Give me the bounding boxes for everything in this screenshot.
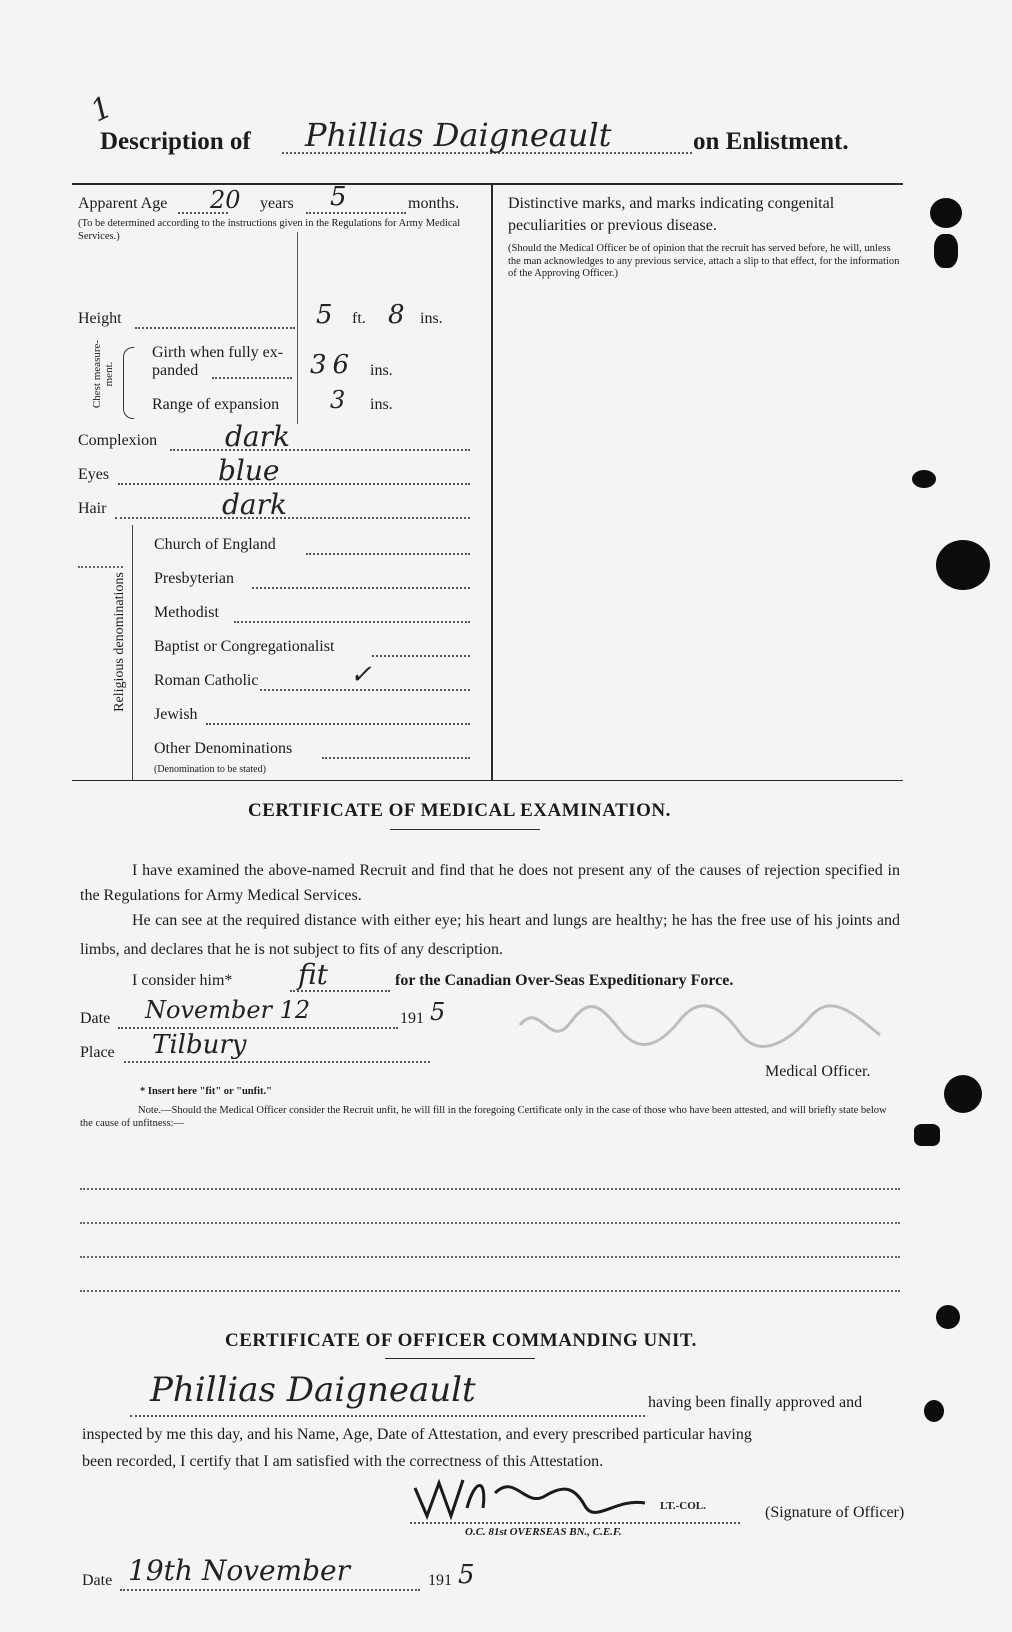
girth-value: 36: [310, 350, 356, 380]
commanding-text-1: having been finally approved and: [648, 1394, 863, 1411]
unfit-reason-line-1: [80, 1188, 900, 1190]
consider-prefix: I consider him*: [132, 972, 233, 989]
signature-rank: LT.-COL.: [660, 1500, 706, 1512]
commanding-officer-signature: [405, 1468, 655, 1528]
commanding-date-dots: [120, 1589, 420, 1591]
medical-date-label: Date: [80, 1010, 111, 1027]
distinctive-heading: Distinctive marks, and marks indicating congenital peculiarities or previous disease.: [508, 195, 835, 234]
months-label: months.: [408, 195, 460, 212]
ink-blot: [912, 470, 936, 488]
ink-blot: [914, 1124, 940, 1146]
table-top-border: [72, 183, 903, 185]
ins-label-girth: ins.: [370, 362, 393, 379]
corner-mark: 1: [85, 89, 118, 130]
ink-blot: [924, 1400, 944, 1422]
ink-blot: [944, 1075, 982, 1113]
religion-other: Other Denominations: [154, 740, 293, 757]
distinctive-note: (Should the Medical Officer be of opinion that the recruit has served before, he will, unless the man acknowledges to any previous service, attach a slip to that effect, for the information of the Approving Officer.): [508, 243, 900, 279]
medical-place-value: Tilbury: [152, 1030, 247, 1060]
medical-year-digit: 5: [430, 998, 446, 1026]
religion-dots-5: [206, 723, 470, 725]
girth-dots: [212, 377, 292, 379]
complexion-value: dark: [225, 420, 290, 453]
girth-label-line2: panded: [152, 362, 199, 379]
consider-dots: [290, 990, 390, 992]
ink-blot: [934, 234, 958, 268]
fit-unfit-note: * Insert here "fit" or "unfit.": [140, 1086, 272, 1097]
medical-place-label: Place: [80, 1044, 115, 1061]
religion-dots-1: [252, 587, 470, 589]
unfit-reason-line-2: [80, 1222, 900, 1224]
ink-blot: [936, 540, 990, 590]
commanding-text-3: been recorded, I certify that I am satisfied with the correctness of this Attestation.: [82, 1453, 604, 1470]
years-label: years: [260, 195, 294, 212]
girth-label-line1: Girth when fully ex-: [152, 344, 284, 361]
religion-presbyterian: Presbyterian: [154, 570, 234, 587]
religion-dots-2: [234, 621, 470, 623]
consider-value-fit: fit: [298, 958, 328, 991]
ins-label-range: ins.: [370, 396, 393, 413]
religion-jewish: Jewish: [154, 706, 198, 723]
hair-dots: [115, 517, 470, 519]
commanding-heading-underline: [385, 1358, 535, 1359]
age-years-value: 20: [210, 186, 241, 214]
medical-officer-label: Medical Officer.: [765, 1063, 871, 1080]
signature-dots: [410, 1522, 740, 1524]
medical-paragraph-1: I have examined the above-named Recruit and find that he does not present any of the causes of rejection specified in the Regulations for Army Medical Services.: [80, 862, 900, 904]
religion-side-label: Religious denominations: [112, 572, 127, 712]
commanding-year-prefix: 191: [428, 1572, 452, 1589]
unfit-reason-line-3: [80, 1256, 900, 1258]
ink-blot: [930, 198, 962, 228]
ink-blot: [936, 1305, 960, 1329]
ins-label-height: ins.: [420, 310, 443, 327]
commanding-name-dots: [130, 1415, 645, 1417]
medical-place-dots: [124, 1061, 430, 1063]
height-dots: [135, 327, 295, 329]
religion-check-mark: ✓: [350, 660, 372, 690]
age-months-value: 5: [330, 182, 347, 212]
medical-paragraph-2: He can see at the required distance with either eye; his heart and lungs are healthy; he has the free use of his joints and limbs, and declares that he is not subject to fits of any description.: [80, 912, 900, 958]
commanding-heading: CERTIFICATE OF OFFICER COMMANDING UNIT.: [225, 1330, 697, 1351]
title-prefix: Description of: [100, 128, 251, 155]
commanding-date-value: 19th November: [128, 1554, 350, 1587]
complexion-label: Complexion: [78, 432, 158, 449]
title-suffix: on Enlistment.: [693, 128, 849, 155]
hair-label: Hair: [78, 500, 107, 517]
commanding-year-digit: 5: [458, 1560, 475, 1590]
height-ins-value: 8: [388, 300, 405, 330]
medical-heading-underline: [390, 829, 540, 830]
religion-other-note: (Denomination to be stated): [154, 764, 266, 775]
eyes-value: blue: [218, 454, 280, 487]
religion-bracket-line: [132, 525, 133, 780]
religion-methodist: Methodist: [154, 604, 219, 621]
religion-roman-catholic: Roman Catholic: [154, 672, 259, 689]
consider-suffix: for the Canadian Over-Seas Expeditionary Force.: [395, 972, 734, 989]
range-value: 3: [330, 386, 346, 414]
religion-baptist: Baptist or Congregationalist: [154, 638, 335, 655]
signature-label: (Signature of Officer): [765, 1504, 905, 1521]
ft-label: ft.: [352, 310, 366, 327]
table-bottom-border: [72, 780, 903, 781]
unfit-reason-line-4: [80, 1290, 900, 1292]
medical-officer-signature: [510, 995, 890, 1060]
religion-dots-3: [372, 655, 470, 657]
table-center-divider: [491, 184, 493, 780]
battalion-stamp: O.C. 81st OVERSEAS BN., C.E.F.: [465, 1526, 622, 1538]
commanding-text-2: inspected by me this day, and his Name, Age, Date of Attestation, and every prescribed particular having: [82, 1426, 752, 1443]
medical-date-dots: [118, 1027, 398, 1029]
age-note: (To be determined according to the instructions given in the Regulations for Army Medical Services.): [78, 218, 461, 242]
height-label: Height: [78, 310, 122, 327]
medical-heading: CERTIFICATE OF MEDICAL EXAMINATION.: [248, 800, 671, 821]
hair-value: dark: [222, 488, 287, 521]
eyes-dots: [118, 483, 470, 485]
complexion-dots: [170, 449, 470, 451]
medical-year-prefix: 191: [400, 1010, 424, 1027]
religion-dots-6: [322, 757, 470, 759]
chest-bracket: [123, 347, 134, 419]
medical-date-value: November 12: [145, 996, 311, 1024]
age-dots-2: [306, 212, 406, 214]
religion-dots-0: [306, 553, 470, 555]
age-label: Apparent Age: [78, 195, 168, 212]
value-column-divider: [297, 232, 298, 424]
chest-measurement-label: Chest measure-ment.: [91, 339, 115, 409]
unfit-note: Note.—Should the Medical Officer consider the Recruit unfit, he will fill in the foregoing Certificate only in the case of those who have been attested, and will briefly state below the cause of unfitness:—: [80, 1105, 887, 1129]
commanding-date-label: Date: [82, 1572, 113, 1589]
recruit-name-handwritten: Phillias Daigneault: [305, 116, 612, 154]
religion-church-of-england: Church of England: [154, 536, 276, 553]
commanding-recruit-name: Phillias Daigneault: [150, 1370, 476, 1410]
range-label: Range of expansion: [152, 396, 280, 413]
height-ft-value: 5: [316, 300, 333, 330]
eyes-label: Eyes: [78, 466, 110, 483]
